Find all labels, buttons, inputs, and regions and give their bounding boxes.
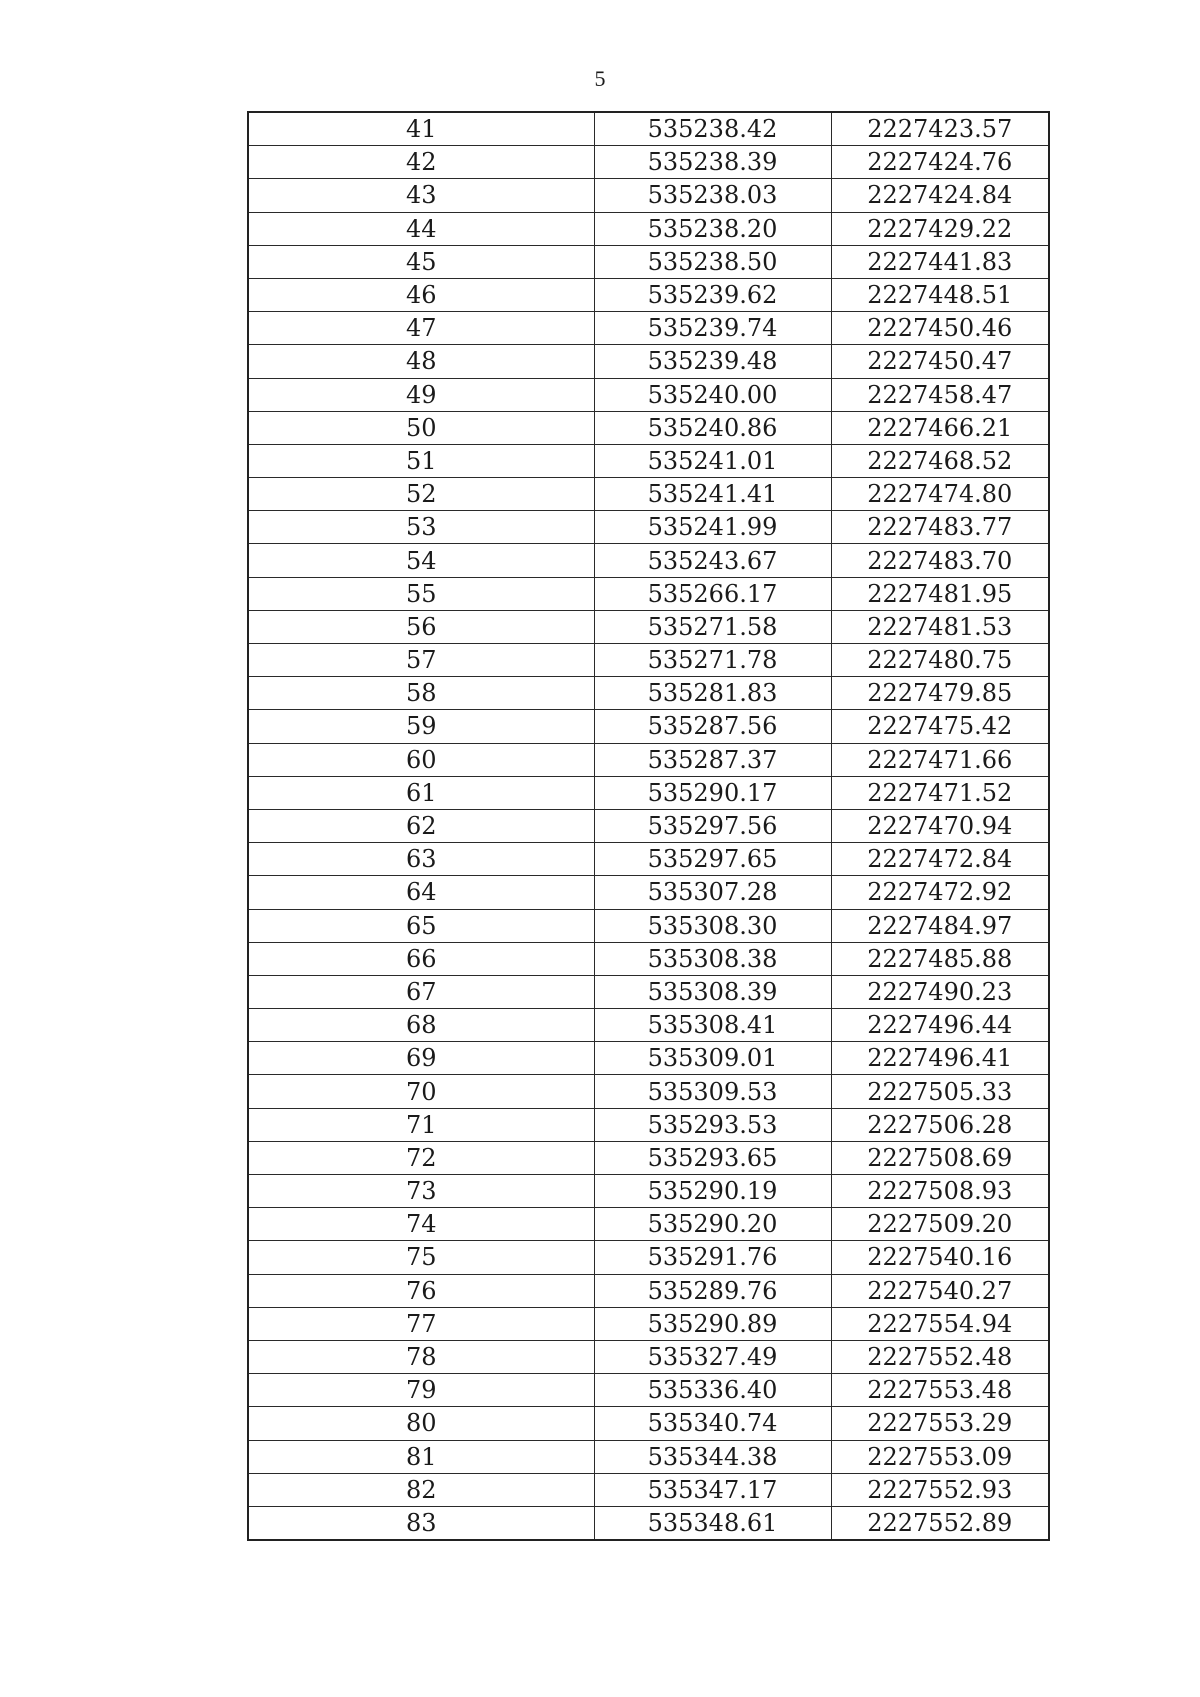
y-coordinate-cell: 2227553.09 [831,1440,1049,1473]
table-row [248,1042,1049,1075]
x-coordinate-cell: 535291.76 [594,1241,831,1274]
point-number-cell: 75 [248,1241,594,1274]
point-number-cell: 64 [248,876,594,909]
point-number-cell: 61 [248,776,594,809]
x-coordinate-cell: 535297.65 [594,843,831,876]
point-number-cell: 72 [248,1141,594,1174]
table-row [248,411,1049,444]
table-row [248,544,1049,577]
point-number-cell: 74 [248,1208,594,1241]
point-number-cell: 59 [248,710,594,743]
y-coordinate-cell: 2227506.28 [831,1108,1049,1141]
table-row [248,179,1049,212]
table-row [248,1108,1049,1141]
table-row [248,312,1049,345]
point-number-cell: 79 [248,1374,594,1407]
x-coordinate-cell: 535271.78 [594,644,831,677]
y-coordinate-cell: 2227481.53 [831,610,1049,643]
y-coordinate-cell: 2227490.23 [831,975,1049,1008]
point-number-cell: 50 [248,411,594,444]
point-number-cell: 62 [248,809,594,842]
y-coordinate-cell: 2227474.80 [831,478,1049,511]
point-number-cell: 52 [248,478,594,511]
y-coordinate-cell: 2227553.29 [831,1407,1049,1440]
x-coordinate-cell: 535308.30 [594,909,831,942]
x-coordinate-cell: 535297.56 [594,809,831,842]
y-coordinate-cell: 2227508.69 [831,1141,1049,1174]
x-coordinate-cell: 535241.01 [594,444,831,477]
table-row [248,610,1049,643]
x-coordinate-cell: 535239.74 [594,312,831,345]
table-row [248,511,1049,544]
table-row [248,710,1049,743]
y-coordinate-cell: 2227472.92 [831,876,1049,909]
table-row [248,975,1049,1008]
point-number-cell: 53 [248,511,594,544]
y-coordinate-cell: 2227475.42 [831,710,1049,743]
y-coordinate-cell: 2227554.94 [831,1307,1049,1340]
y-coordinate-cell: 2227480.75 [831,644,1049,677]
point-number-cell: 80 [248,1407,594,1440]
x-coordinate-cell: 535240.00 [594,378,831,411]
table-row [248,1241,1049,1274]
y-coordinate-cell: 2227458.47 [831,378,1049,411]
point-number-cell: 56 [248,610,594,643]
x-coordinate-cell: 535290.20 [594,1208,831,1241]
y-coordinate-cell: 2227485.88 [831,942,1049,975]
x-coordinate-cell: 535293.53 [594,1108,831,1141]
x-coordinate-cell: 535308.38 [594,942,831,975]
point-number-cell: 71 [248,1108,594,1141]
point-number-cell: 76 [248,1274,594,1307]
table-row [248,112,1049,146]
y-coordinate-cell: 2227471.52 [831,776,1049,809]
table-row [248,776,1049,809]
y-coordinate-cell: 2227470.94 [831,809,1049,842]
y-coordinate-cell: 2227441.83 [831,245,1049,278]
point-number-cell: 54 [248,544,594,577]
table-row [248,1440,1049,1473]
table-row [248,577,1049,610]
point-number-cell: 48 [248,345,594,378]
y-coordinate-cell: 2227472.84 [831,843,1049,876]
y-coordinate-cell: 2227552.48 [831,1340,1049,1373]
point-number-cell: 67 [248,975,594,1008]
x-coordinate-cell: 535293.65 [594,1141,831,1174]
y-coordinate-cell: 2227466.21 [831,411,1049,444]
table-row [248,278,1049,311]
y-coordinate-cell: 2227508.93 [831,1175,1049,1208]
x-coordinate-cell: 535289.76 [594,1274,831,1307]
point-number-cell: 51 [248,444,594,477]
x-coordinate-cell: 535238.50 [594,245,831,278]
y-coordinate-cell: 2227429.22 [831,212,1049,245]
table-row [248,1274,1049,1307]
x-coordinate-cell: 535290.89 [594,1307,831,1340]
table-row [248,1141,1049,1174]
point-number-cell: 77 [248,1307,594,1340]
point-number-cell: 83 [248,1506,594,1540]
x-coordinate-cell: 535340.74 [594,1407,831,1440]
x-coordinate-cell: 535290.19 [594,1175,831,1208]
x-coordinate-cell: 535307.28 [594,876,831,909]
point-number-cell: 81 [248,1440,594,1473]
x-coordinate-cell: 535327.49 [594,1340,831,1373]
x-coordinate-cell: 535241.41 [594,478,831,511]
point-number-cell: 60 [248,743,594,776]
table-row [248,843,1049,876]
y-coordinate-cell: 2227448.51 [831,278,1049,311]
table-row [248,1075,1049,1108]
table-row [248,876,1049,909]
table-row [248,1374,1049,1407]
x-coordinate-cell: 535308.39 [594,975,831,1008]
point-number-cell: 47 [248,312,594,345]
table-row [248,1208,1049,1241]
table-row [248,743,1049,776]
y-coordinate-cell: 2227540.27 [831,1274,1049,1307]
y-coordinate-cell: 2227496.41 [831,1042,1049,1075]
x-coordinate-cell: 535309.53 [594,1075,831,1108]
x-coordinate-cell: 535241.99 [594,511,831,544]
table-row [248,1009,1049,1042]
point-number-cell: 70 [248,1075,594,1108]
point-number-cell: 78 [248,1340,594,1373]
x-coordinate-cell: 535287.56 [594,710,831,743]
x-coordinate-cell: 535239.62 [594,278,831,311]
x-coordinate-cell: 535271.58 [594,610,831,643]
table-row [248,644,1049,677]
table-row [248,1175,1049,1208]
x-coordinate-cell: 535308.41 [594,1009,831,1042]
y-coordinate-cell: 2227450.46 [831,312,1049,345]
table-row [248,1473,1049,1506]
y-coordinate-cell: 2227496.44 [831,1009,1049,1042]
point-number-cell: 46 [248,278,594,311]
table-row [248,909,1049,942]
y-coordinate-cell: 2227468.52 [831,444,1049,477]
point-number-cell: 43 [248,179,594,212]
y-coordinate-cell: 2227424.84 [831,179,1049,212]
x-coordinate-cell: 535336.40 [594,1374,831,1407]
table-row [248,212,1049,245]
point-number-cell: 69 [248,1042,594,1075]
point-number-cell: 55 [248,577,594,610]
x-coordinate-cell: 535266.17 [594,577,831,610]
y-coordinate-cell: 2227483.70 [831,544,1049,577]
y-coordinate-cell: 2227553.48 [831,1374,1049,1407]
point-number-cell: 68 [248,1009,594,1042]
y-coordinate-cell: 2227450.47 [831,345,1049,378]
x-coordinate-cell: 535243.67 [594,544,831,577]
y-coordinate-cell: 2227484.97 [831,909,1049,942]
y-coordinate-cell: 2227552.93 [831,1473,1049,1506]
x-coordinate-cell: 535238.03 [594,179,831,212]
table-row [248,345,1049,378]
point-number-cell: 42 [248,146,594,179]
coordinate-table [247,111,1050,1541]
x-coordinate-cell: 535238.39 [594,146,831,179]
point-number-cell: 45 [248,245,594,278]
table-row [248,1340,1049,1373]
point-number-cell: 44 [248,212,594,245]
y-coordinate-cell: 2227471.66 [831,743,1049,776]
table-row [248,478,1049,511]
point-number-cell: 73 [248,1175,594,1208]
point-number-cell: 57 [248,644,594,677]
table-row [248,1506,1049,1540]
x-coordinate-cell: 535348.61 [594,1506,831,1540]
table-row [248,245,1049,278]
point-number-cell: 41 [248,112,594,146]
x-coordinate-cell: 535238.20 [594,212,831,245]
point-number-cell: 49 [248,378,594,411]
y-coordinate-cell: 2227479.85 [831,677,1049,710]
y-coordinate-cell: 2227540.16 [831,1241,1049,1274]
table-row [248,378,1049,411]
point-number-cell: 58 [248,677,594,710]
y-coordinate-cell: 2227481.95 [831,577,1049,610]
y-coordinate-cell: 2227423.57 [831,112,1049,146]
x-coordinate-cell: 535281.83 [594,677,831,710]
table-row [248,146,1049,179]
x-coordinate-cell: 535344.38 [594,1440,831,1473]
x-coordinate-cell: 535347.17 [594,1473,831,1506]
y-coordinate-cell: 2227509.20 [831,1208,1049,1241]
table-row [248,677,1049,710]
y-coordinate-cell: 2227483.77 [831,511,1049,544]
y-coordinate-cell: 2227552.89 [831,1506,1049,1540]
y-coordinate-cell: 2227424.76 [831,146,1049,179]
coordinate-table-body [248,112,1049,1540]
page-number: 5 [594,66,606,91]
point-number-cell: 82 [248,1473,594,1506]
x-coordinate-cell: 535290.17 [594,776,831,809]
point-number-cell: 66 [248,942,594,975]
x-coordinate-cell: 535287.37 [594,743,831,776]
table-row [248,809,1049,842]
y-coordinate-cell: 2227505.33 [831,1075,1049,1108]
table-row [248,444,1049,477]
point-number-cell: 65 [248,909,594,942]
x-coordinate-cell: 535239.48 [594,345,831,378]
x-coordinate-cell: 535309.01 [594,1042,831,1075]
table-row [248,942,1049,975]
x-coordinate-cell: 535238.42 [594,112,831,146]
x-coordinate-cell: 535240.86 [594,411,831,444]
point-number-cell: 63 [248,843,594,876]
table-row [248,1407,1049,1440]
table-row [248,1307,1049,1340]
